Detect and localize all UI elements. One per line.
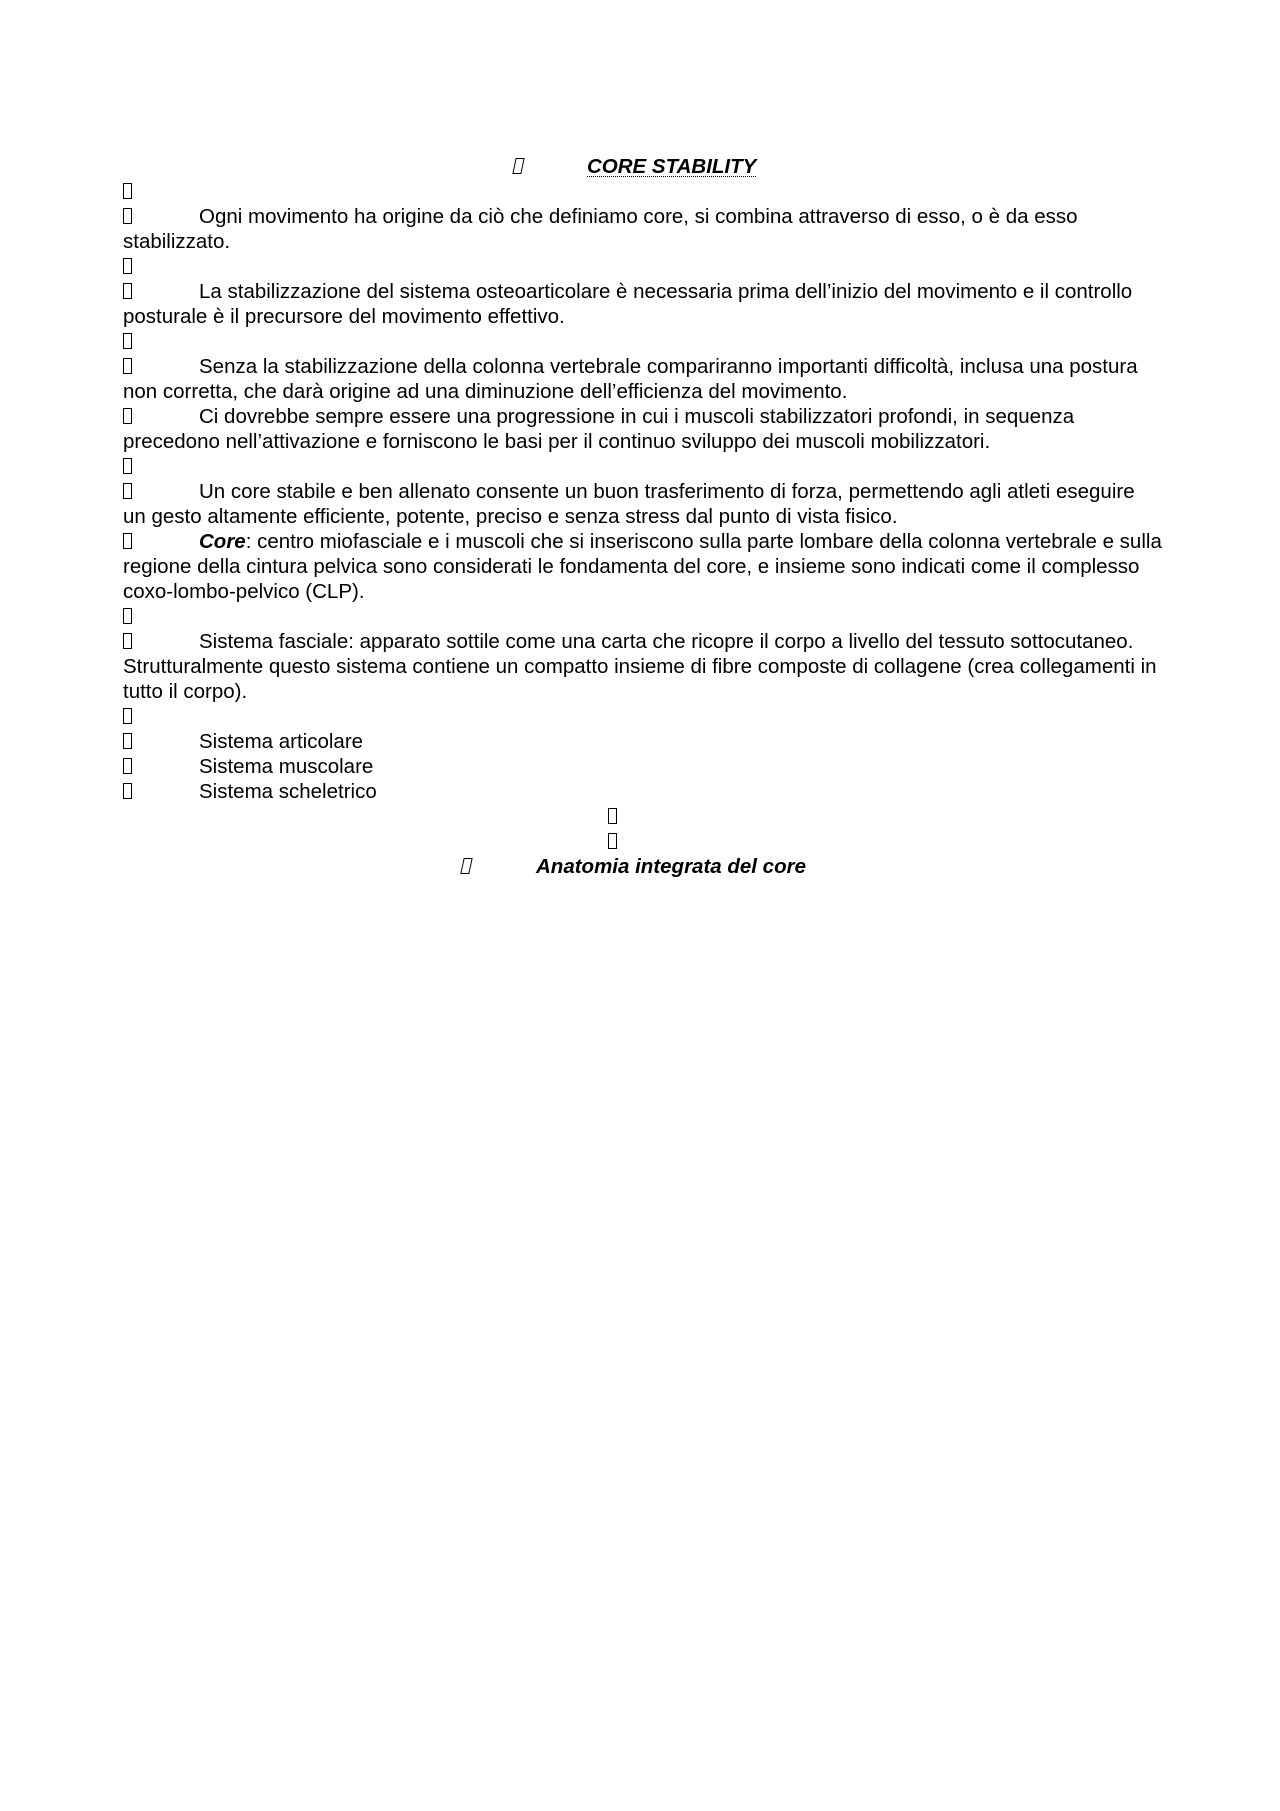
empty-line	[123, 704, 1163, 729]
subtitle-line	[123, 854, 1163, 879]
paragraph	[123, 354, 1163, 404]
bullet-icon	[608, 808, 617, 824]
bullet-icon	[460, 858, 472, 874]
core-definition	[123, 529, 1163, 604]
empty-line	[123, 254, 1163, 279]
bullet-icon	[123, 283, 132, 299]
empty-line	[123, 179, 1163, 204]
system-item	[123, 779, 1163, 804]
bullet-icon	[123, 458, 132, 474]
bullet-icon	[608, 833, 617, 849]
empty-line	[123, 829, 1163, 854]
document-title: CORE STABILITY	[587, 155, 757, 178]
empty-line	[123, 454, 1163, 479]
bullet-icon	[123, 633, 132, 649]
empty-line	[123, 329, 1163, 354]
bullet-icon	[123, 733, 132, 749]
paragraph	[123, 204, 1163, 254]
fascial-text: Sistema fasciale: apparato sottile come una carta che ricopre il corpo a livello del tessuto sottocutaneo. Strutturalmente questo sistema contiene un compatto insieme di fibre composte di collagene (crea collegamenti in tutto il corpo).	[123, 630, 1157, 703]
bullet-icon	[123, 608, 132, 624]
bullet-icon	[123, 483, 132, 499]
system-item	[123, 729, 1163, 754]
paragraph	[123, 404, 1163, 454]
system-item	[123, 754, 1163, 779]
paragraph	[123, 629, 1163, 704]
empty-line	[123, 604, 1163, 629]
system-label: Sistema muscolare	[199, 755, 374, 778]
empty-line	[123, 804, 1163, 829]
core-term: Core	[199, 530, 246, 553]
paragraph	[123, 279, 1163, 329]
bullet-icon	[123, 208, 132, 224]
paragraph-text: Un core stabile e ben allenato consente un buon trasferimento di forza, permettendo agli atleti eseguire un gesto altamente efficiente, potente, preciso e senza stress dal punto di vista fisico.	[123, 480, 1135, 528]
paragraph-text: Senza la stabilizzazione della colonna vertebrale compariranno importanti difficoltà, inclusa una postura non corretta, che darà origine ad una diminuzione dell’efficienza del movimento.	[123, 355, 1138, 403]
bullet-icon	[512, 158, 524, 174]
bullet-icon	[123, 258, 132, 274]
document-page	[123, 154, 1163, 879]
paragraph-text: Ogni movimento ha origine da ciò che definiamo core, si combina attraverso di esso, o è da esso stabilizzato.	[123, 205, 1078, 253]
title-line	[123, 154, 1163, 179]
bullet-icon	[123, 533, 132, 549]
paragraph-text: Ci dovrebbe sempre essere una progressione in cui i muscoli stabilizzatori profondi, in sequenza precedono nell’attivazione e forniscono le basi per il continuo sviluppo dei muscoli mobilizzatori.	[123, 405, 1075, 453]
bullet-icon	[123, 708, 132, 724]
bullet-icon	[123, 758, 132, 774]
bullet-icon	[123, 183, 132, 199]
section-subtitle: Anatomia integrata del core	[536, 855, 806, 878]
core-definition-text: : centro miofasciale e i muscoli che si inseriscono sulla parte lombare della colonna vertebrale e sulla regione della cintura pelvica sono considerati le fondamenta del core, e insieme sono indicati come il complesso coxo-lombo-pelvico (CLP).	[123, 530, 1162, 603]
bullet-icon	[123, 333, 132, 349]
system-label: Sistema scheletrico	[199, 780, 377, 803]
bullet-icon	[123, 783, 132, 799]
bullet-icon	[123, 408, 132, 424]
system-label: Sistema articolare	[199, 730, 364, 753]
paragraph-text: La stabilizzazione del sistema osteoarticolare è necessaria prima dell’inizio del movimento e il controllo posturale è il precursore del movimento effettivo.	[123, 280, 1133, 328]
bullet-icon	[123, 358, 132, 374]
paragraph	[123, 479, 1163, 529]
